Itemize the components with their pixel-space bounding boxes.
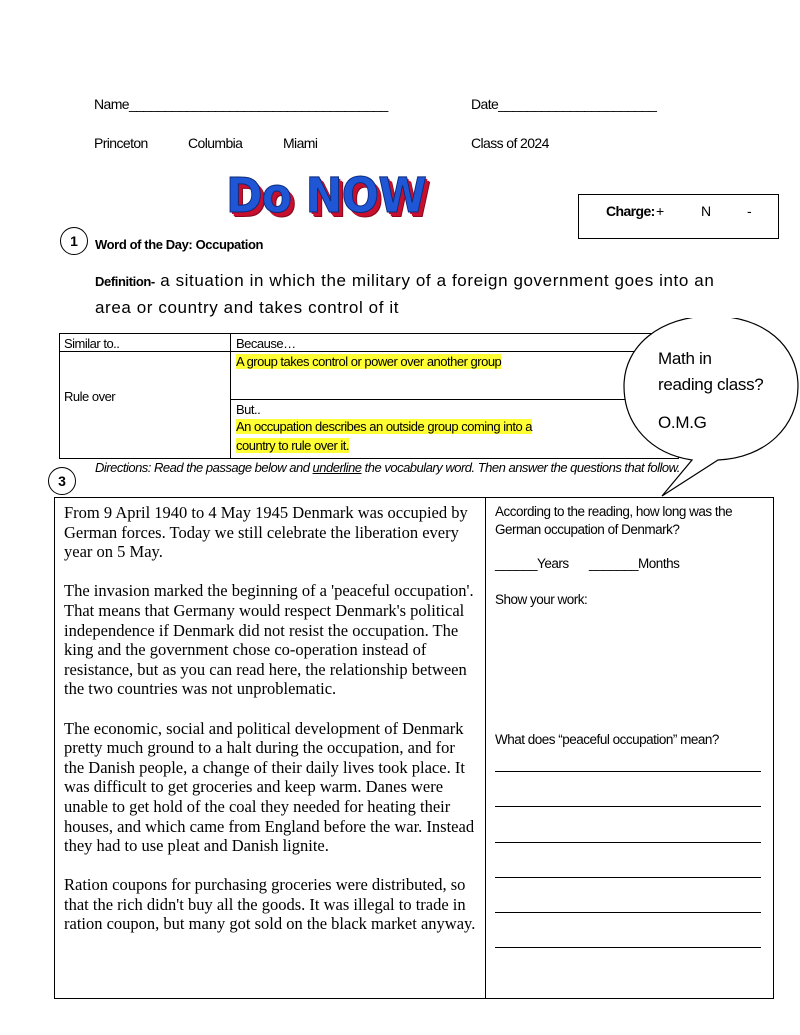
section-number-3: 3 xyxy=(48,467,76,495)
passage-paragraph: Ration coupons for purchasing groceries were distributed, so that the rich didn't buy all the goods. It was illegal to trade in ration coupon, but many got sold on the black market anyway. xyxy=(64,875,476,934)
vocab-table xyxy=(59,333,679,459)
bubble-line-1: Math in xyxy=(658,349,712,368)
table-header-because: Because… xyxy=(236,336,296,351)
question-1: According to the reading, how long was the German occupation of Denmark? xyxy=(495,504,733,537)
charge-option-plus[interactable]: + xyxy=(656,203,665,219)
section-number-1: 1 xyxy=(60,227,88,255)
charge-option-minus[interactable]: - xyxy=(747,203,752,219)
school-princeton: Princeton xyxy=(94,135,148,151)
table-header-similar: Similar to.. xyxy=(64,336,120,351)
answer-line[interactable] xyxy=(495,771,761,772)
directions: Directions: Read the passage below and underline the vocabulary word. Then answer the questions that follow. xyxy=(95,460,680,475)
years-blank[interactable]: ______Years xyxy=(495,556,569,571)
question-2: What does “peaceful occupation” mean? xyxy=(495,732,719,747)
answer-line[interactable] xyxy=(495,842,761,843)
show-work-label: Show your work: xyxy=(495,592,588,607)
class-label: Class of 2024 xyxy=(471,135,549,151)
because-text: A group takes control or power over another group xyxy=(236,354,502,369)
definition xyxy=(95,268,715,321)
but-label: But.. xyxy=(236,402,261,417)
charge-option-neutral[interactable]: N xyxy=(701,203,712,219)
passage-paragraph: From 9 April 1940 to 4 May 1945 Denmark was occupied by German forces. Today we still celebrate the liberation every year on 5 May. xyxy=(64,503,468,562)
bubble-text xyxy=(658,346,763,436)
definition-label: Definition- xyxy=(95,274,155,289)
months-blank[interactable]: _______Months xyxy=(589,556,680,571)
definition-text: a situation in which the military of a foreign government goes into an area or country and takes control of it xyxy=(95,271,715,317)
answer-line[interactable] xyxy=(495,806,761,807)
school-miami: Miami xyxy=(283,135,318,151)
do-now-title: Do NOW xyxy=(226,168,427,224)
school-columbia: Columbia xyxy=(188,135,243,151)
but-text: An occupation describes an outside group coming into a country to rule over it. xyxy=(236,419,533,453)
charge-box xyxy=(578,194,779,239)
word-of-the-day: Word of the Day: Occupation xyxy=(95,237,264,252)
reading-passage xyxy=(64,503,479,954)
answer-line[interactable] xyxy=(495,912,761,913)
bubble-line-2: reading class? xyxy=(658,375,764,394)
answer-line[interactable] xyxy=(495,947,761,948)
charge-label: Charge: xyxy=(606,203,655,219)
passage-paragraph: The invasion marked the beginning of a 'peaceful occupation'. That means that Germany would respect Denmark's political independence if Denmark did not resist the occupation. The king and the government chose co-operation instead of resistance, but as you can read here, the relationship between the two countries was not unproblematic. xyxy=(64,581,474,699)
answer-line[interactable] xyxy=(495,877,761,878)
passage-paragraph: The economic, social and political development of Denmark pretty much ground to a halt during the occupation, and for the Danish people, a change of their daily lives took place. It was difficult to get groceries and keep warm. Danes were unable to get hold of the coal they needed for heating their houses, and which came from England before the war. Instead they had to use pleat and Danish lignite. xyxy=(64,718,475,856)
bubble-line-3: O.M.G xyxy=(658,413,707,432)
name-field[interactable]: Name____________________________________ xyxy=(94,96,388,112)
similar-word: Rule over xyxy=(64,389,116,404)
date-field[interactable]: Date______________________ xyxy=(471,96,657,112)
